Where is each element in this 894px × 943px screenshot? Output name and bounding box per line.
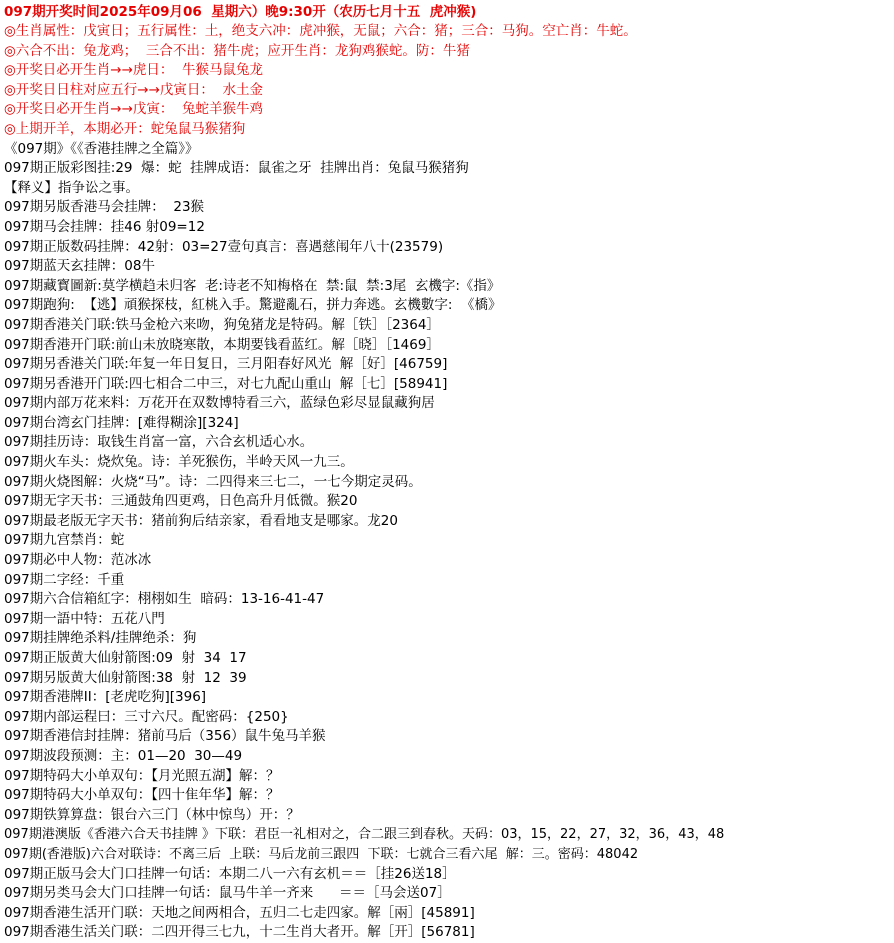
body-line: 097期九宫禁肖：蛇 bbox=[4, 532, 125, 549]
body-line: 097期挂牌绝杀料/挂牌绝杀：狗 bbox=[4, 630, 197, 647]
body-line: 097期蓝天玄挂牌：08牛 bbox=[4, 258, 155, 275]
body-line: 097期挂历诗：取钱生肖富一富，六合玄机适心水。 bbox=[4, 434, 314, 451]
body-line: 097期港澳版《香港六合天书挂牌 》下联：君臣一礼相对之，合二跟三到春秋。天码：03，15，22，27，32，36，43，48 bbox=[4, 827, 725, 843]
body-line: 097期另香港关门联:年复一年日复日，三月阳春好风光 解［好］[46759] bbox=[4, 356, 448, 373]
body-line: 097期波段预测：主：01—20 30—49 bbox=[4, 747, 243, 764]
body-line: 097期跑狗: 【逃】頑猴探枝，紅桃入手。驚避亂石，拼力奔逃。玄機數字: 《橋》 bbox=[4, 297, 502, 314]
body-line: 097期香港开门联:前山未放晓寒散，本期要钱看蓝红。解［晓］［1469］ bbox=[4, 336, 440, 353]
body-line: 097期藏寳圖新:莫学横趋未归客 老:诗老不知梅格在 禁:鼠 禁:3尾 玄機字:《指》 bbox=[4, 277, 501, 294]
page-title: 097期开奖时间2025年09月06 星期六）晚9:30开（农历七月十五 虎冲猴) bbox=[4, 4, 477, 20]
body-line: 097期另香港开门联:四七相合二中三，对七九配山重山 解［七］[58941] bbox=[4, 375, 448, 392]
body-line: 097期一語中特：五花八門 bbox=[4, 610, 165, 627]
body-line: 097期火烧图解：火烧“马”。诗：二四得来三七二，一七今期定灵码。 bbox=[4, 473, 422, 490]
body-line: 097期另版黄大仙射箭图:38 射 12 39 bbox=[4, 669, 247, 686]
body-line: 097期另版香港马会挂牌： 23猴 bbox=[4, 199, 205, 216]
body-block bbox=[4, 159, 890, 943]
body-line: 097期最老版无字天书：猪前狗后结亲家，看看地支是哪家。龙20 bbox=[4, 512, 398, 529]
body-line: 097期必中人物：范冰冰 bbox=[4, 552, 152, 569]
body-line: 【释义】指争讼之事。 bbox=[4, 179, 139, 196]
body-line: 097期二字经：千重 bbox=[4, 571, 125, 588]
red-line: ◎生肖属性：戊寅日；五行属性：土，绝支六冲：虎冲猴，无鼠；六合：猪；三合：马狗。空亡肖：牛蛇。 bbox=[4, 23, 637, 39]
body-line: 097期铁算算盘：银台六三门（林中惊鸟）开：？ bbox=[4, 806, 300, 823]
red-line: ◎开奖日日柱对应五行→→戊寅日： 水土金 bbox=[4, 81, 263, 98]
body-line: 097期内部万花来料：万花开在双数博特看三六，蓝绿色彩尽显鼠藏狗居 bbox=[4, 395, 435, 412]
red-line: ◎开奖日必开生肖→→虎日： 牛猴马鼠兔龙 bbox=[4, 62, 263, 79]
red-line: ◎上期开羊，本期必开：蛇兔鼠马猴猪狗 bbox=[4, 120, 246, 137]
red-line: ◎开奖日必开生肖→→戊寅： 兔蛇羊猴牛鸡 bbox=[4, 101, 263, 118]
body-line: 097期正版彩图挂:29 爆：蛇 挂牌成语：鼠雀之牙 挂牌出肖：兔鼠马猴猪狗 bbox=[4, 160, 469, 177]
body-line: 097期马会挂牌：挂46 射09=12 bbox=[4, 218, 205, 235]
body-line: 097期特码大小单双句：【月光照五湖】解：？ bbox=[4, 767, 280, 784]
body-line: 097期另类马会大门口挂牌一句话：鼠马牛羊一齐来 ＝＝［马会送07］ bbox=[4, 885, 451, 902]
body-line: 097期火车头：烧炊兔。诗：羊死猴伤，半岭天风一九三。 bbox=[4, 454, 354, 471]
red-attributes-block bbox=[4, 22, 890, 140]
body-line: 097期香港生活开门联：天地之间两相合，五归二七走四家。解［兩］[45891] bbox=[4, 904, 475, 921]
body-line: 097期香港关门联:铁马金枪六来吻，狗兔猪龙是特码。解［铁］［2364］ bbox=[4, 316, 440, 333]
body-line: 097期香港信封挂牌：猪前马后（356）鼠牛兔马羊猴 bbox=[4, 728, 326, 745]
body-line: 097期香港生活关门联：二四开得三七九，十二生肖大者开。解［开］[56781] bbox=[4, 924, 475, 941]
section-title: 《097期》《《香港挂牌之全篇》》 bbox=[4, 140, 199, 157]
body-line: 097期六合信箱紅字：栩栩如生 暗码：13-16-41-47 bbox=[4, 591, 325, 608]
body-line: 097期香港牌II：[老虎吃狗][396] bbox=[4, 689, 207, 706]
body-line: 097期无字天书：三通鼓角四更鸡，日色高升月低微。猴20 bbox=[4, 493, 358, 510]
body-line: 097期台湾玄门挂牌：[难得糊涂][324] bbox=[4, 414, 239, 431]
red-line: ◎六合不出：兔龙鸡； 三合不出：猪牛虎；应开生肖：龙狗鸡猴蛇。防：牛猪 bbox=[4, 42, 470, 59]
body-line: 097期正版马会大门口挂牌一句话：本期二八一六有玄机＝＝［挂26送18］ bbox=[4, 865, 456, 882]
body-line: 097期正版黄大仙射箭图:09 射 34 17 bbox=[4, 650, 247, 666]
body-line: 097期特码大小单双句：【四十隹年华】解：？ bbox=[4, 787, 280, 804]
body-line: 097期正版数码挂牌：42射：03=27壹句真言：喜遇慈闱年八十(23579) bbox=[4, 238, 444, 255]
body-line: 097期内部运程曰：三寸六尺。配密码：{250} bbox=[4, 708, 289, 725]
body-line: 097期(香港版)六合对联诗：不离三后 上联：马后龙前三跟四 下联：七就合三看六尾 解：三。密码：48042 bbox=[4, 846, 639, 862]
